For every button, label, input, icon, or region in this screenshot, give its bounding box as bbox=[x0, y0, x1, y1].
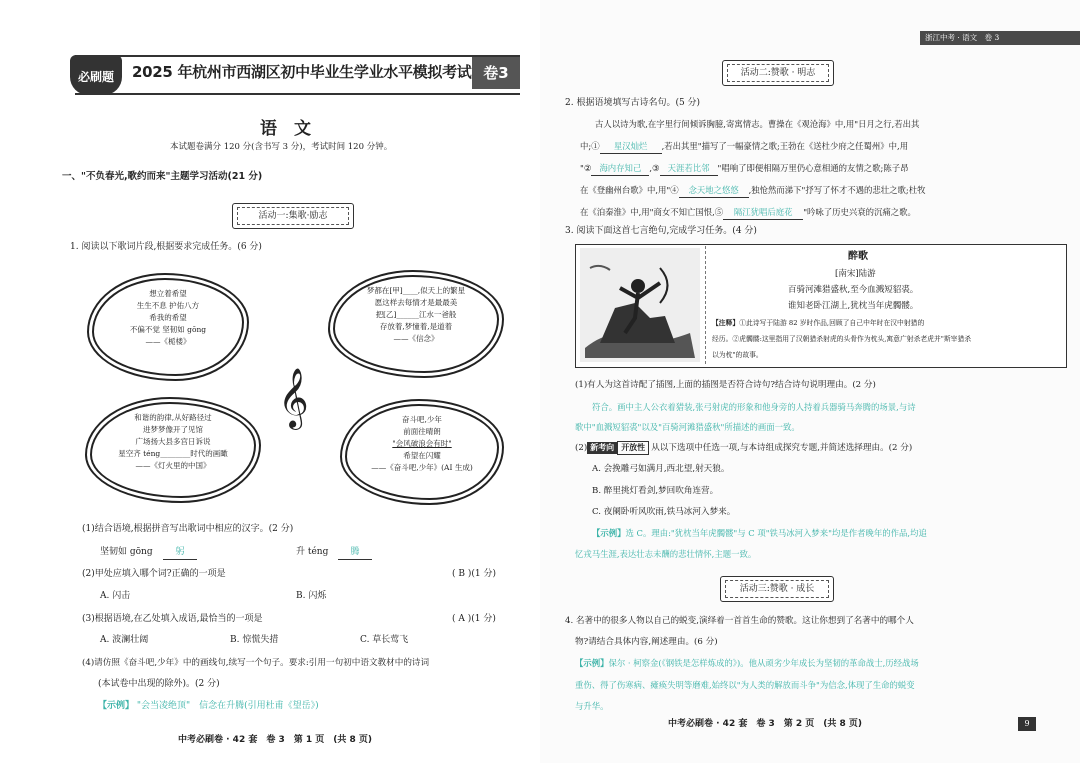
example-label: 【示例】 bbox=[98, 701, 135, 711]
text: 保尔 · 柯察金(《钢铁是怎样炼成的》)。他从顽劣少年成长为坚韧的革命战士,历经战场 bbox=[608, 658, 919, 668]
activity-one-box bbox=[232, 203, 354, 229]
q1-4-stem-line1: (4)请仿照《奋斗吧,少年》中的画线句,续写一个句子。要求:引用一句初中语文教材中的诗词 bbox=[82, 658, 430, 668]
cloud1-line: 不偏不觉 坚韧如 gōng bbox=[129, 325, 207, 334]
q4-stem-line1: 4. 名著中的很多人物以自己的蜕变,演绎着一首首生命的赞歌。这让你想到了名著中的哪个人 bbox=[565, 616, 914, 626]
q2-para-line5 bbox=[580, 205, 916, 220]
text: ,若出其里"描写了一幅豪情之歌;王勃在《送杜少府之任蜀州》中,用 bbox=[661, 141, 909, 151]
q1-3-option-b: B. 惊慌失措 bbox=[230, 635, 279, 645]
cloud2-line: 梦都在[甲]____,似天上的繁星 bbox=[366, 286, 466, 295]
lyric-cloud-1 bbox=[92, 278, 244, 376]
new-trend-tag: 新考向 bbox=[587, 442, 617, 454]
text: 选 C。理由:"犹枕当年虎髑髅"与 C 项"铁马冰河入梦来"均是作者晚年的作品,均追 bbox=[625, 528, 927, 538]
text: "② bbox=[580, 163, 592, 173]
poem-title: 醉歌 bbox=[848, 251, 868, 262]
text: 中;① bbox=[580, 141, 600, 151]
poem-note-label: 【注释】 bbox=[712, 319, 740, 327]
activity-one-label: 活动一:集歌·励志 bbox=[258, 211, 328, 221]
activity-three-box bbox=[720, 576, 834, 602]
text: ①此诗写于陆游 82 岁时作品,回顾了自己中年时在汉中射猎的 bbox=[739, 319, 925, 327]
cloud1-line: 想立着希望 bbox=[149, 289, 187, 298]
q2-answer-1: 星汉灿烂 bbox=[600, 139, 662, 154]
text: "吟咏了历史兴衰的沉痛之歌。 bbox=[803, 207, 916, 217]
page-number: 9 bbox=[1018, 717, 1036, 731]
open-ended-tag: 开放性 bbox=[617, 441, 649, 455]
poem-author: [南宋]陆游 bbox=[835, 269, 876, 279]
q2-para-line4 bbox=[580, 183, 925, 198]
q4-answer-line1 bbox=[575, 656, 919, 670]
badge-label: 必刷题 bbox=[77, 70, 114, 84]
activity-two-label: 活动二:赞歌 · 明志 bbox=[740, 68, 816, 78]
text: ,独怆然而涕下"抒写了怀才不遇的悲壮之歌;杜牧 bbox=[748, 185, 926, 195]
q4-answer-line3: 与升华。 bbox=[575, 701, 609, 711]
text: 在《登幽州台歌》中,用"④ bbox=[580, 185, 679, 195]
cloud2-line: 愿这样去每情才是最最美 bbox=[374, 298, 458, 307]
q2-para-line1: 古人以诗为歌,在字里行间倾诉胸臆,寄寓情志。曹操在《观沧海》中,用"日月之行,若出其 bbox=[595, 119, 920, 129]
treble-clef-icon: 𝄞 bbox=[278, 368, 309, 428]
pinyin1-answer: 躬 bbox=[163, 545, 197, 560]
section-one-title: 一、"不负春光,歌约而来"主题学习活动(21 分) bbox=[62, 171, 263, 182]
lyric-cloud-3 bbox=[90, 402, 256, 498]
cloud2-line: 把[乙]______江水一爸般 bbox=[375, 310, 457, 319]
lyric-cloud-4 bbox=[345, 404, 499, 500]
cloud4-line: ——《奋斗吧,少年》(AI 生成) bbox=[371, 463, 473, 472]
q2-answer-2: 海内存知己 bbox=[591, 161, 649, 176]
archer-illustration-icon bbox=[580, 248, 700, 362]
volume-tag: 卷3 bbox=[472, 57, 520, 89]
cloud3-line: ——《灯火里的中国》 bbox=[135, 461, 211, 470]
right-page bbox=[540, 0, 1080, 763]
cloud3-line: 星空齐 téng________时代的画瞰 bbox=[118, 449, 228, 458]
cloud4-line: 希望在闪耀 bbox=[403, 451, 441, 460]
q3-2-answer-line2: 忆戎马生涯,表达壮志未酬的悲壮情怀,主题一致。 bbox=[575, 549, 757, 559]
poem-line-2: 谁知老卧江湖上,犹枕当年虎髑髅。 bbox=[788, 301, 919, 311]
q1-2-answer: ( B )(1 分) bbox=[452, 569, 496, 579]
q3-2-option-a: A. 会挽雕弓如满月,西北望,射天狼。 bbox=[592, 464, 730, 474]
q1-4-answer-text: "会当凌绝顶" 信念在升腾(引用杜甫《望岳》) bbox=[136, 701, 319, 711]
poem-illustration bbox=[580, 248, 700, 362]
cloud3-line: 进梦梦像开了见馆 bbox=[143, 425, 203, 434]
right-footer: 中考必刷卷 · 42 套 卷 3 第 2 页 (共 8 页) bbox=[668, 719, 863, 729]
poem-note-3: 以为枕"的故事。 bbox=[712, 351, 763, 359]
q3-2-option-b: B. 醉里挑灯看剑,梦回吹角连营。 bbox=[592, 486, 719, 496]
q4-answer-line2: 重伤、得了伤寒病、瘫痪失明等磨难,始终以"为人类的解放而斗争"为信念,体现了生命的蜕变 bbox=[575, 680, 915, 690]
q2-para-line2 bbox=[580, 139, 908, 154]
poem-line-1: 百骑河滩猎盛秋,至今血溅短貂裘。 bbox=[788, 285, 919, 295]
exam-note: 本试题卷满分 120 分(含书写 3 分)，考试时间 120 分钟。 bbox=[170, 142, 393, 152]
header-title: 2025 年杭州市西湖区初中毕业生学业水平模拟考试 bbox=[132, 63, 472, 81]
q1-2-option-b: B. 闪烁 bbox=[296, 591, 327, 601]
q3-1-stem: (1)有人为这首诗配了插图,上面的插图是否符合诗句?结合诗句说明理由。(2 分) bbox=[575, 380, 876, 390]
text: (2) bbox=[575, 443, 588, 453]
cloud2-line: 存放着,梦憧着,是道着 bbox=[379, 322, 453, 331]
q1-3-stem: (3)根据语境,在乙处填入成语,最恰当的一项是 bbox=[82, 614, 263, 624]
q1-2-stem: (2)甲处应填入哪个词?正确的一项是 bbox=[82, 569, 226, 579]
subject-title: 语 文 bbox=[260, 119, 311, 139]
cloud1-line: 希我的希望 bbox=[149, 313, 187, 322]
q3-2-stem bbox=[575, 441, 912, 455]
q1-3-option-a: A. 波澜壮阔 bbox=[100, 635, 149, 645]
text: ,③ bbox=[649, 163, 660, 173]
q1-2-option-a: A. 闪击 bbox=[100, 591, 131, 601]
pinyin2-label: 升 téng bbox=[296, 547, 329, 557]
q2-answer-4: 念天地之悠悠 bbox=[679, 183, 749, 198]
q1-3-answer: ( A )(1 分) bbox=[452, 614, 496, 624]
q3-2-answer-line1 bbox=[592, 526, 927, 540]
q1-4-stem-line2: (本试卷中出现的除外)。(2 分) bbox=[98, 679, 220, 689]
cloud4-line: 前面往晴朗 bbox=[403, 427, 441, 436]
q2-stem: 2. 根据语境填写古诗名句。(5 分) bbox=[565, 98, 701, 108]
cloud4-line: 奋斗吧,少年 bbox=[402, 415, 442, 424]
text: 从以下选项中任选一项,与本诗组成探究专题,并简述选择理由。(2 分) bbox=[651, 443, 913, 453]
activity-three-label: 活动三:赞歌 · 成长 bbox=[739, 584, 815, 594]
left-footer: 中考必刷卷 · 42 套 卷 3 第 1 页 (共 8 页) bbox=[178, 735, 373, 745]
text: "唱响了即便相隔万里仍心意相通的友情之歌;陈子昂 bbox=[717, 163, 909, 173]
q1-stem: 1. 阅读以下歌词片段,根据要求完成任务。(6 分) bbox=[70, 242, 262, 252]
q3-1-answer-line1: 符合。画中主人公衣着猎装,张弓射虎的形象和他身旁的人持着兵器骑马奔腾的场景,与诗 bbox=[592, 402, 916, 412]
q4-stem-line2: 物?请结合具体内容,阐述理由。(6 分) bbox=[575, 637, 718, 647]
badge bbox=[70, 55, 122, 95]
poem-note-1 bbox=[712, 316, 924, 330]
cloud3-line: 和谐的韵律,从好路径过 bbox=[134, 413, 212, 422]
pinyin2-answer: 腾 bbox=[338, 545, 372, 560]
poem-note-2: 经历。②虎髑髅:这里指用了汉朝猎杀射虎的头骨作为枕头,寓意广射杀老虎并"斯宰猎杀 bbox=[712, 335, 972, 343]
pinyin1-label: 坚韧如 gōng bbox=[100, 547, 153, 557]
cloud4-line: "会风破浪会有时" bbox=[392, 439, 452, 448]
activity-two-box bbox=[722, 60, 834, 86]
q1-3-option-c: C. 草长莺飞 bbox=[360, 635, 409, 645]
lyric-cloud-2 bbox=[333, 275, 499, 373]
q3-1-answer-line2: 歌中"血溅短貂裘"以及"百骑河滩猎盛秋"所描述的画面一致。 bbox=[575, 422, 800, 432]
poem-divider bbox=[705, 246, 707, 364]
q3-stem: 3. 阅读下面这首七言绝句,完成学习任务。(4 分) bbox=[565, 226, 757, 236]
cloud1-line: ——《栀楼》 bbox=[145, 337, 191, 346]
running-head: 浙江中考 · 语文 卷 3 bbox=[925, 33, 1000, 42]
example-label: 【示例】 bbox=[592, 528, 626, 538]
cloud2-line: ——《信念》 bbox=[393, 334, 439, 343]
example-label: 【示例】 bbox=[575, 658, 609, 668]
cloud3-line: 广场扬大县多宫日诉说 bbox=[135, 437, 211, 446]
cloud1-line: 生生不息 护佑八方 bbox=[136, 301, 200, 310]
q2-answer-5: 隔江犹唱后庭花 bbox=[723, 205, 803, 220]
q1-1-stem: (1)结合语境,根据拼音写出歌词中相应的汉字。(2 分) bbox=[82, 524, 294, 534]
q2-para-line3 bbox=[580, 161, 908, 176]
q1-4-answer bbox=[98, 699, 319, 713]
q3-2-option-c: C. 夜阑卧听风吹雨,铁马冰河入梦来。 bbox=[592, 507, 736, 517]
q2-answer-3: 天涯若比邻 bbox=[660, 161, 718, 176]
text: 在《泊秦淮》中,用"商女不知亡国恨,⑤ bbox=[580, 207, 724, 217]
